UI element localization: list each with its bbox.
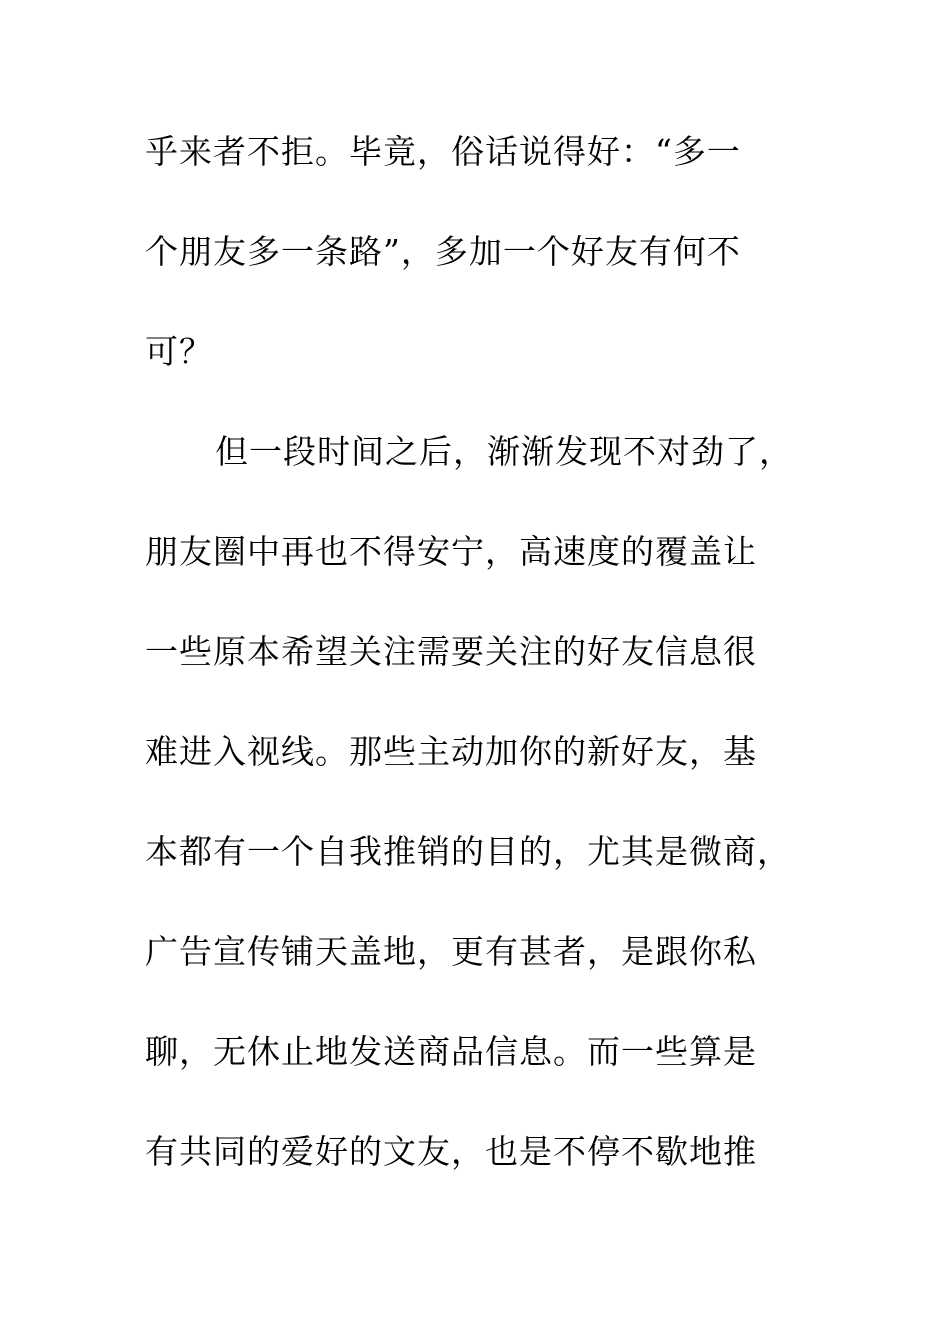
text-line: 难进入视线。那些主动加你的新好友，基: [145, 732, 757, 771]
text-line: 朋友圈中再也不得安宁，高速度的覆盖让: [145, 532, 757, 571]
body-text: [145, 126, 825, 1226]
text-line: 乎来者不拒。毕竟，俗话说得好：“多一: [145, 132, 741, 171]
text-line: 广告宣传铺天盖地，更有甚者，是跟你私: [145, 932, 757, 971]
text-line: 有共同的爱好的文友，也是不停不歇地推: [145, 1132, 757, 1171]
text-line: 本都有一个自我推销的目的，尤其是微商，: [145, 832, 791, 871]
text-line: 个朋友多一条路”，多加一个好友有何不: [145, 232, 741, 271]
text-line: 一些原本希望关注需要关注的好友信息很: [145, 632, 757, 671]
text-line: 聊，无休止地发送商品信息。而一些算是: [145, 1032, 757, 1071]
paragraph-start-line: 但一段时间之后，渐渐发现不对劲了，: [215, 432, 793, 471]
text-line: 可？: [145, 332, 213, 371]
